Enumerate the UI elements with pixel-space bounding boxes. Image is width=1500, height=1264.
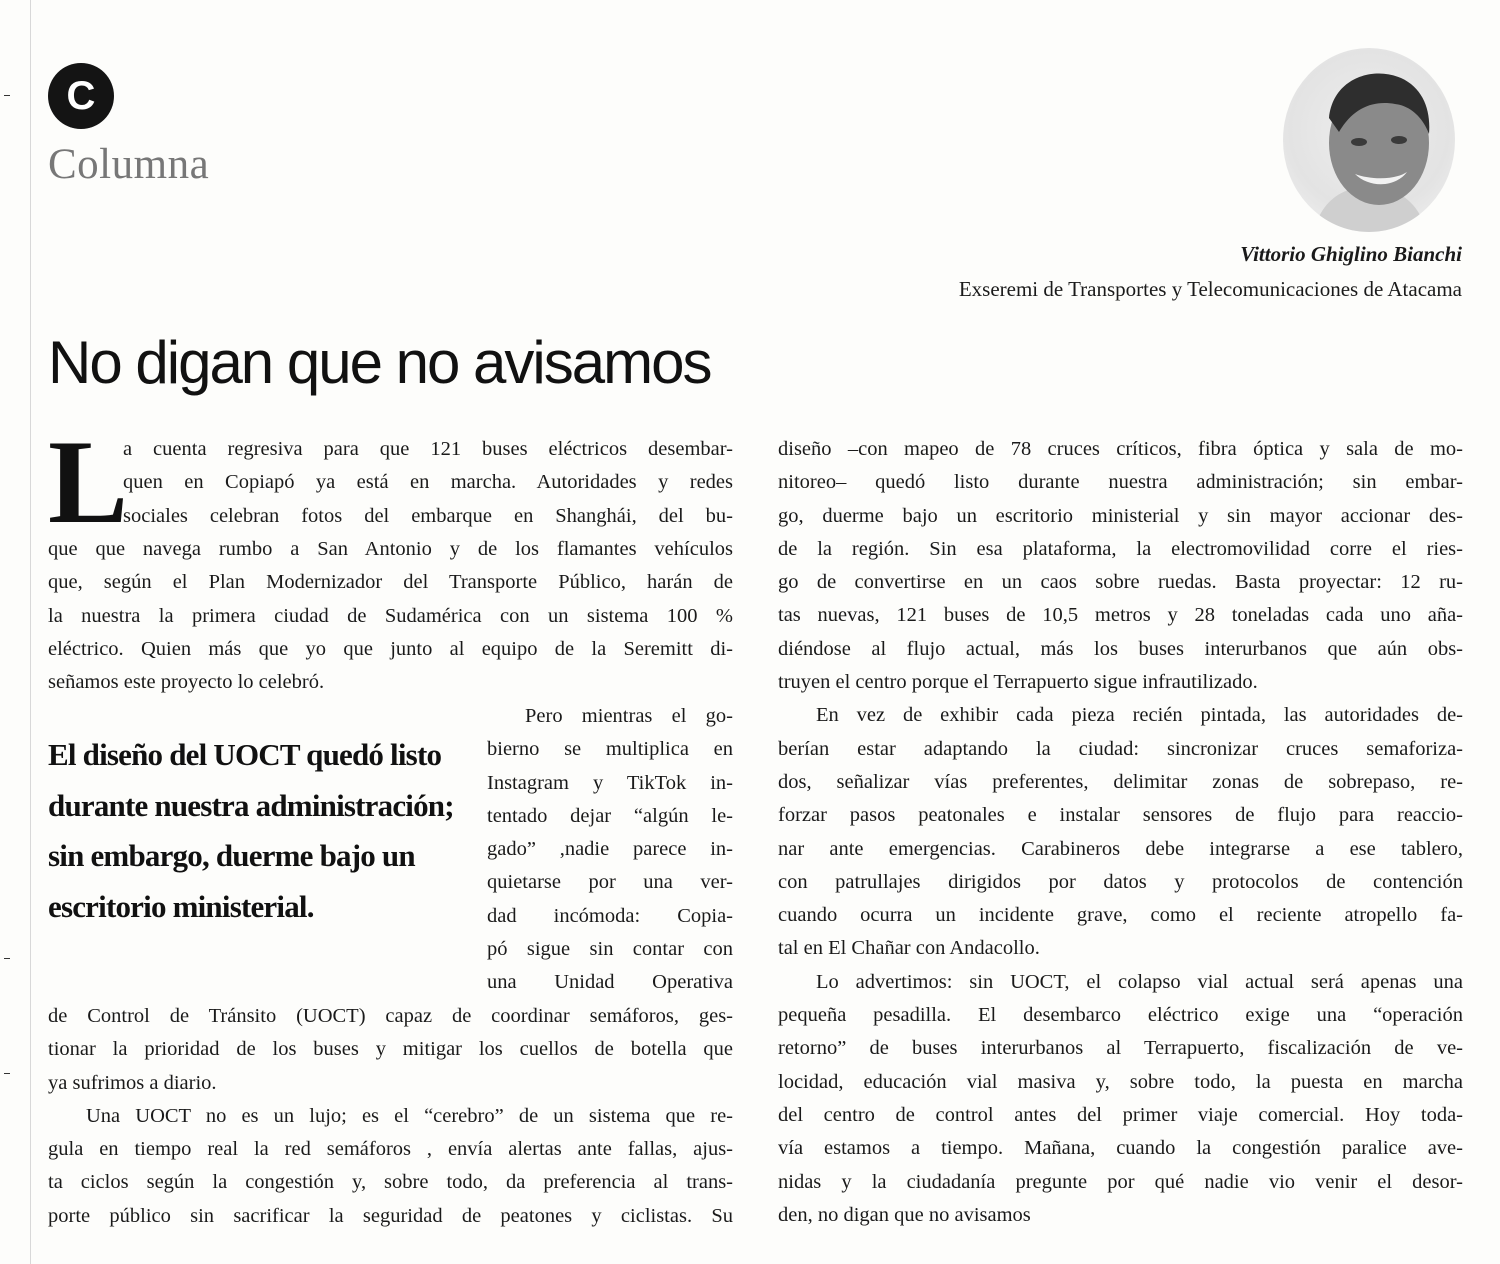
body-line: con patrullajes dirigidos por datos y protocolos de contención (778, 870, 1463, 893)
body-line: den, no digan que no avisamos (778, 1203, 1031, 1226)
column1-narrow-block (487, 700, 733, 1000)
body-line: Pero mientras el go- (525, 705, 733, 727)
column1-full-width-block (48, 533, 733, 699)
author-name: Vittorio Ghiglino Bianchi (1240, 242, 1462, 266)
body-line: nitoreo– quedó listo durante nuestra administración; sin embar- (778, 471, 1463, 494)
column1-lower-block (48, 1000, 733, 1233)
margin-tick (4, 95, 10, 96)
body-line: eléctrico. Quien más que yo que junto al equipo de la Seremitt di- (48, 637, 733, 660)
body-line: truyen el centro porque el Terrapuerto sigue infrautilizado. (778, 671, 1258, 694)
author-photo (1283, 48, 1455, 232)
body-line: tal en El Chañar con Andacollo. (778, 937, 1040, 960)
author-portrait-illustration (1283, 48, 1455, 232)
body-line: pó sigue sin contar con (487, 938, 733, 961)
body-line: vía estamos a tiempo. Mañana, cuando la congestión paralice ave- (778, 1137, 1463, 1160)
body-line: diseño –con mapeo de 78 cruces críticos, fibra óptica y sala de mo- (778, 438, 1463, 460)
body-line: tionar la prioridad de los buses y mitigar los cuellos de botella que (48, 1038, 733, 1061)
body-line: nidas y la ciudadanía pregunte por qué nadie vio venir el desor- (778, 1170, 1463, 1193)
body-line: diéndose al flujo actual, más los buses interurbanos que aún obs- (778, 637, 1463, 660)
body-line: bierno se multiplica en (487, 738, 733, 761)
body-line: forzar pasos peatonales e instalar sensores de flujo para reaccio- (778, 804, 1463, 827)
body-line: nar ante emergencias. Carabineros debe integrarse a ese tablero, (778, 837, 1463, 860)
body-line: que que navega rumbo a San Antonio y de los flamantes vehículos (48, 538, 733, 560)
body-line: ya sufrimos a diario. (48, 1071, 217, 1094)
section-badge: C (48, 63, 114, 129)
margin-tick (4, 958, 10, 959)
body-line: una Unidad Operativa (487, 971, 733, 994)
body-line: retorno” de buses interurbanos al Terrapuerto, fiscalización de ve- (778, 1037, 1463, 1060)
body-line: En vez de exhibir cada pieza recién pintada, las autoridades de- (816, 704, 1463, 727)
author-byline (959, 237, 1462, 307)
body-line: que, según el Plan Modernizador del Transporte Público, harán de (48, 571, 733, 594)
margin-tick (4, 1073, 10, 1074)
body-line: del centro de control antes del primer viaje comercial. Hoy toda- (778, 1103, 1463, 1126)
body-line: sociales celebran fotos del embarque en Shanghái, del bu- (123, 504, 733, 527)
intro-paragraph-block (123, 433, 733, 533)
page-gutter-divider (30, 0, 31, 1264)
headline: No digan que no avisamos (48, 329, 711, 396)
body-line: Instagram y TikTok in- (487, 771, 733, 794)
body-line: tentado dejar “algún le- (487, 804, 733, 827)
body-line: go, duerme bajo un escritorio ministerial y sin mayor accionar des- (778, 504, 1463, 527)
body-line: locidad, educación vial masiva y, sobre todo, la puesta en marcha (778, 1070, 1463, 1093)
drop-cap: L (48, 415, 129, 548)
body-line: go de convertirse en un caos sobre ruedas. Basta proyectar: 12 ru- (778, 571, 1463, 594)
body-line: porte público sin sacrificar la seguridad de peatones y ciclistas. Su (48, 1204, 733, 1227)
body-line: tas nuevas, 121 buses de 10,5 metros y 28 toneladas cada uno aña- (778, 604, 1463, 627)
body-line: cuando ocurra un incidente grave, como el reciente atropello fa- (778, 904, 1463, 927)
body-line: a cuenta regresiva para que 121 buses eléctricos desembar- (123, 438, 733, 460)
body-line: ta ciclos según la congestión y, sobre todo, da preferencia al trans- (48, 1171, 733, 1194)
pull-quote: El diseño del UOCT quedó listo durante nuestra administración; sin embargo, duerme bajo un escritorio ministerial. (48, 737, 454, 924)
body-line: quen en Copiapó ya está en marcha. Autoridades y redes (123, 471, 733, 494)
body-line: gula en tiempo real la red semáforos , envía alertas ante fallas, ajus- (48, 1138, 733, 1161)
body-line: berían estar adaptando la ciudad: sincronizar cruces semaforiza- (778, 737, 1463, 760)
section-label: Columna (48, 141, 210, 188)
body-line: Una UOCT no es un lujo; es el “cerebro” de un sistema que re- (86, 1104, 733, 1127)
body-line: pequeña pesadilla. El desembarco eléctrico exige una “operación (778, 1004, 1463, 1027)
body-line: quietarse por una ver- (487, 871, 733, 894)
body-line: de la región. Sin esa plataforma, la electromovilidad corre el ries- (778, 537, 1463, 560)
body-line: dad incómoda: Copia- (487, 904, 733, 927)
body-line: gado” ,nadie parece in- (487, 838, 733, 861)
author-title: Exseremi de Transportes y Telecomunicaciones de Atacama (958, 277, 1462, 301)
column2-block (778, 433, 1463, 1232)
body-line: Lo advertimos: sin UOCT, el colapso vial actual será apenas una (816, 970, 1463, 993)
body-line: de Control de Tránsito (UOCT) capaz de coordinar semáforos, ges- (48, 1005, 733, 1027)
body-line: señamos este proyecto lo celebró. (48, 671, 325, 694)
body-line: la nuestra la primera ciudad de Sudamérica con un sistema 100 % (48, 604, 733, 627)
body-line: dos, señalizar vías preferentes, delimitar zonas de sobrepaso, re- (778, 770, 1463, 793)
